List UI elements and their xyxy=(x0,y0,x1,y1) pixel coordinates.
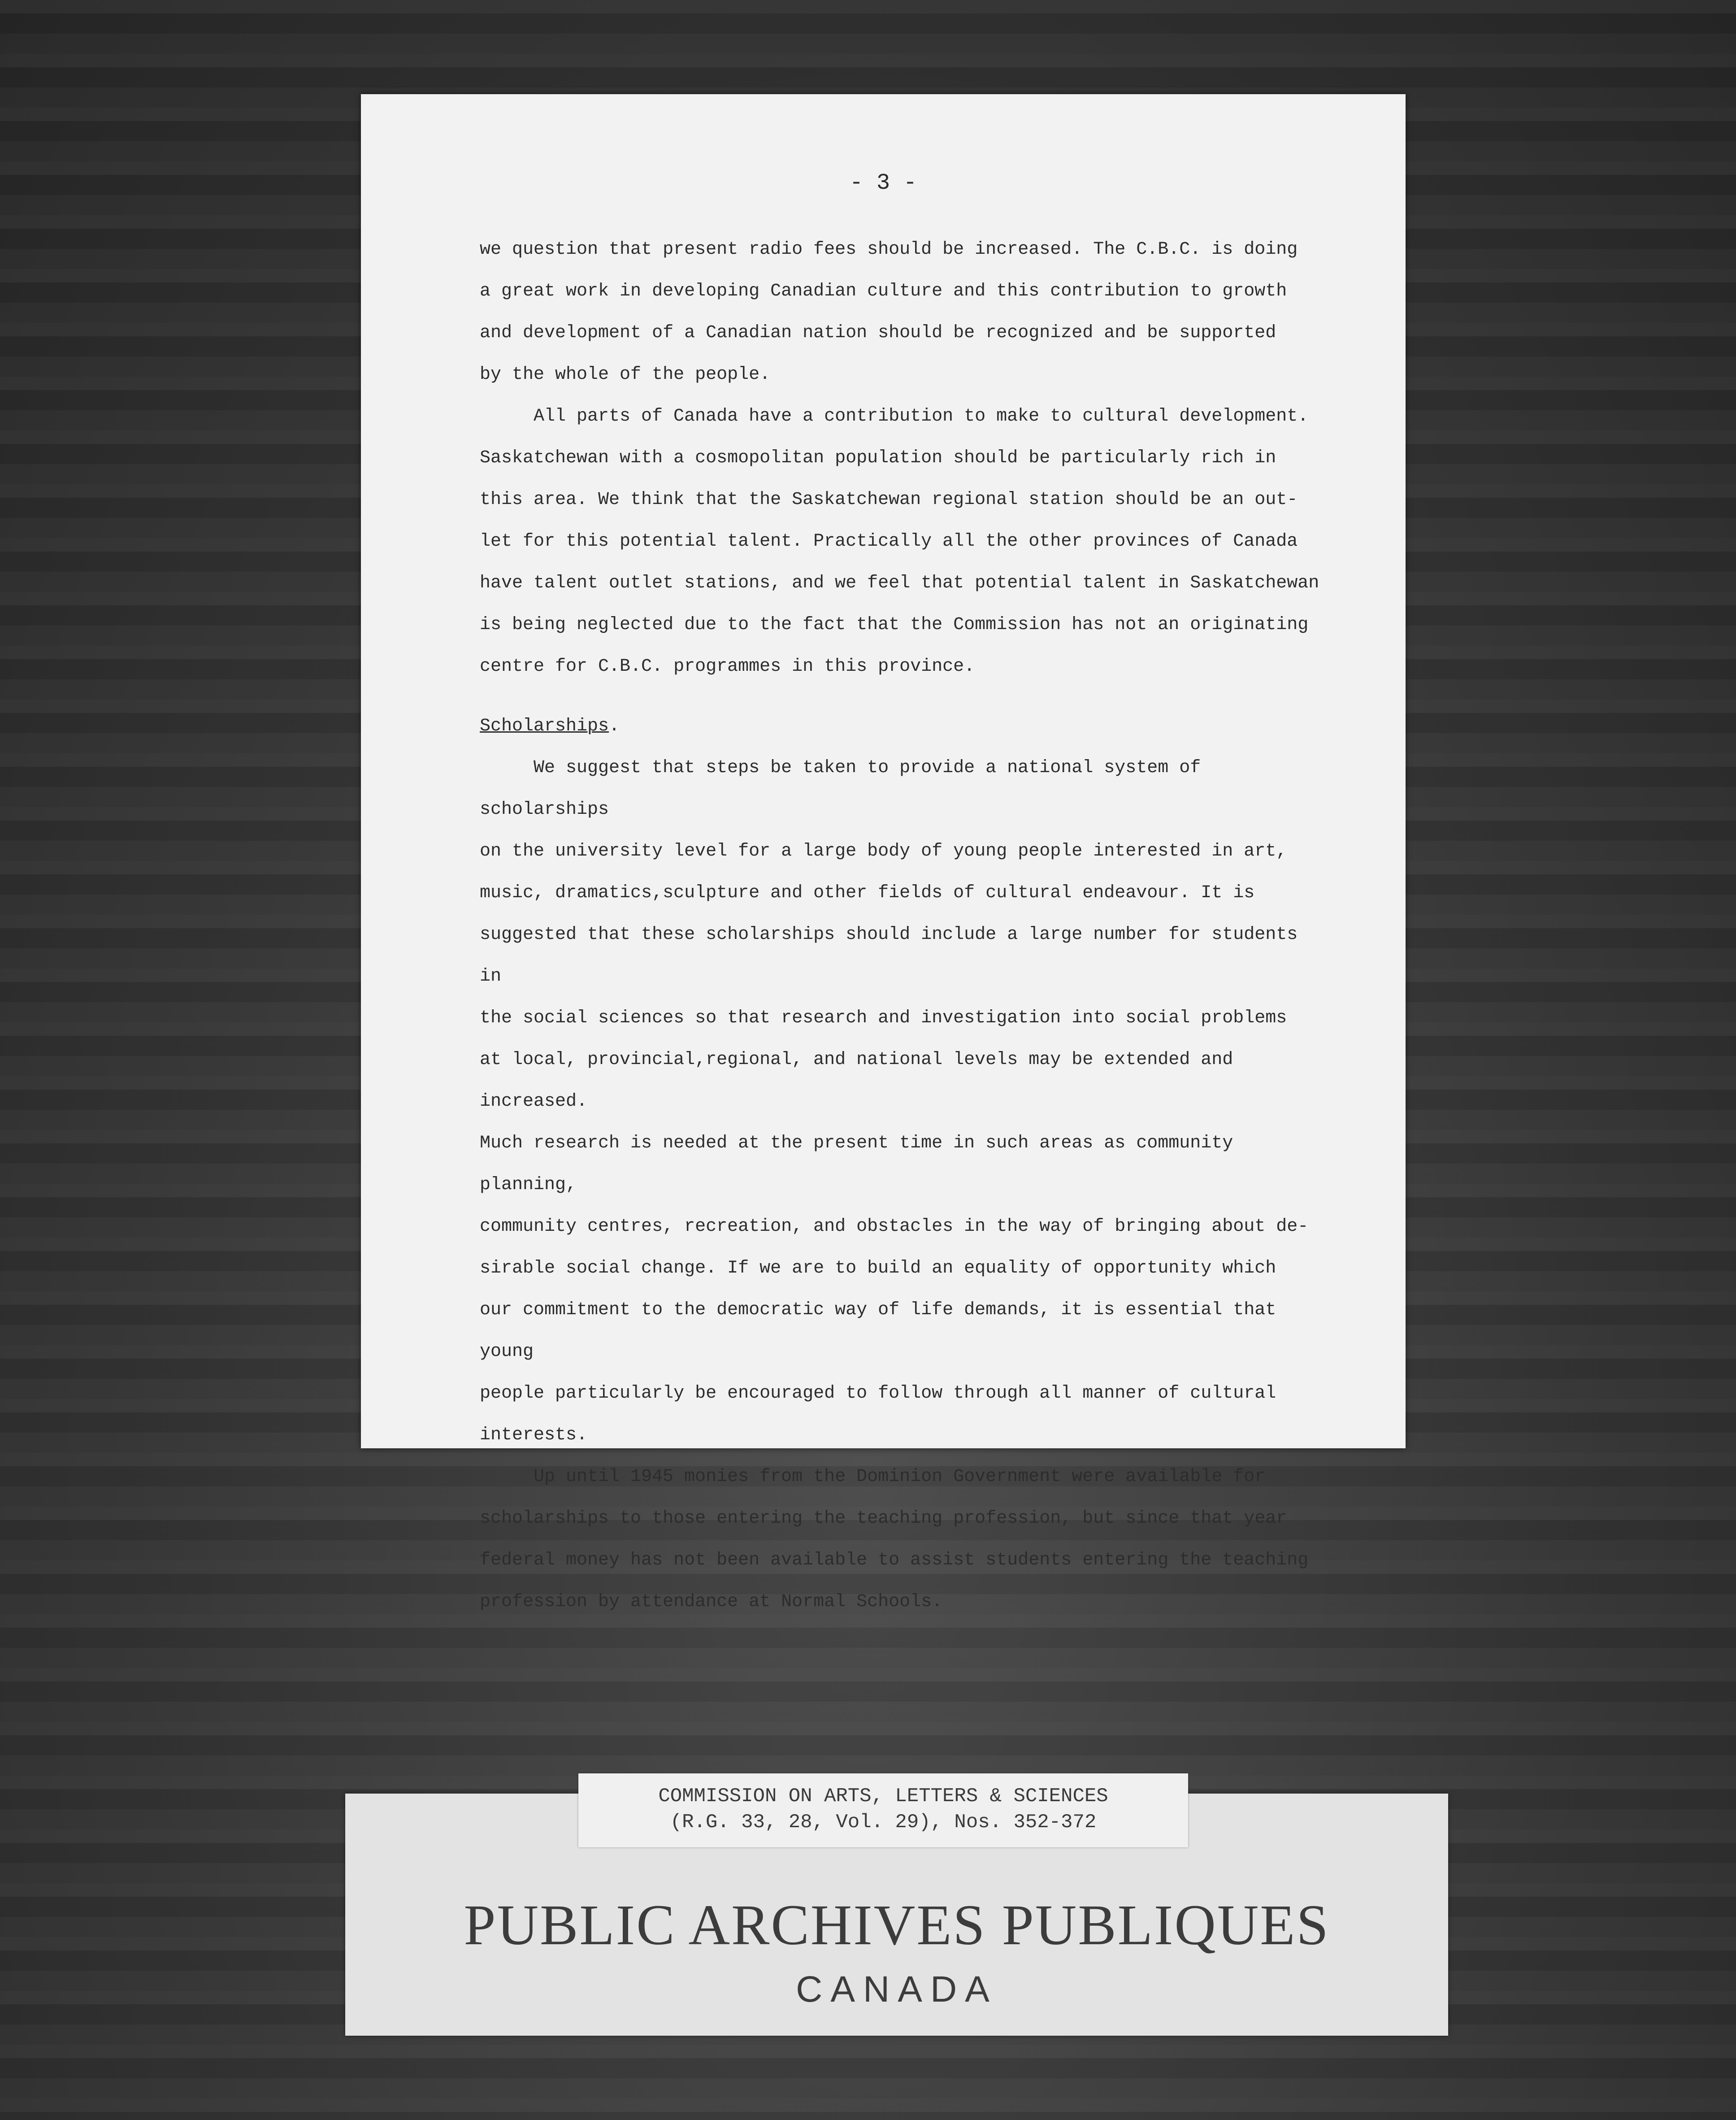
page-number: - 3 - xyxy=(849,170,917,196)
section-heading-suffix: . xyxy=(609,716,620,736)
paragraph-cultural-development: All parts of Canada have a contribution to make to cultural development. Saskatchewan with a cosmopolitan population should be particularly rich in this area. We think that the Saskatchewan regional station should be an out- let for this potential talent. Practically all the other provinces of Canada have talent outlet stations, and we feel that potential talent in Saskatchewan is being neglected due to the fact that the Commission has not an originating centre for C.B.C. programmes in this province. xyxy=(480,406,1319,677)
archives-title: PUBLIC ARCHIVES PUBLIQUES xyxy=(464,1893,1330,1957)
archive-reference-line-1: COMMISSION ON ARTS, LETTERS & SCIENCES xyxy=(658,1785,1108,1807)
archive-reference-strip xyxy=(578,1773,1188,1847)
paragraph-radio-fees: we question that present radio fees should be increased. The C.B.C. is doing a great work in developing Canadian culture and this contribution to growth and development of a Canadian nation should be recognized and be supported by the whole of the people. xyxy=(480,239,1298,385)
archive-reference-line-2: (R.G. 33, 28, Vol. 29), Nos. 352-372 xyxy=(670,1811,1097,1833)
document-page xyxy=(361,94,1406,1612)
section-heading-text: Scholarships xyxy=(480,716,609,736)
document-body xyxy=(480,229,1323,1623)
archives-country: CANADA xyxy=(796,1969,998,2010)
paragraph-scholarships: We suggest that steps be taken to provide a national system of scholarships on the university level for a large body of young people interested in art, music, dramatics,sculpture and other fields of cultural endeavour. It is suggested that these scholarships should include a large number for students in the social sciences so that research and investigation into social problems at local, provincial,regional, and national levels may be extended and increased. Much research is needed at the present time in such areas as community planning, community centres, recreation, and obstacles in the way of bringing about de- sirable social change. If we are to build an equality of opportunity which our commitment to the democratic way of life demands, it is essential that young people particularly be encouraged to follow through all manner of cultural interests. xyxy=(480,758,1309,1445)
section-heading xyxy=(480,705,1323,747)
paragraph-teaching-profession: Up until 1945 monies from the Dominion Government were available for scholarships to those entering the teaching profession, but since that year federal money has not been available to assist students entering the teaching profession by attendance at Normal Schools. xyxy=(480,1467,1309,1612)
archive-label-card xyxy=(345,1785,1448,2036)
